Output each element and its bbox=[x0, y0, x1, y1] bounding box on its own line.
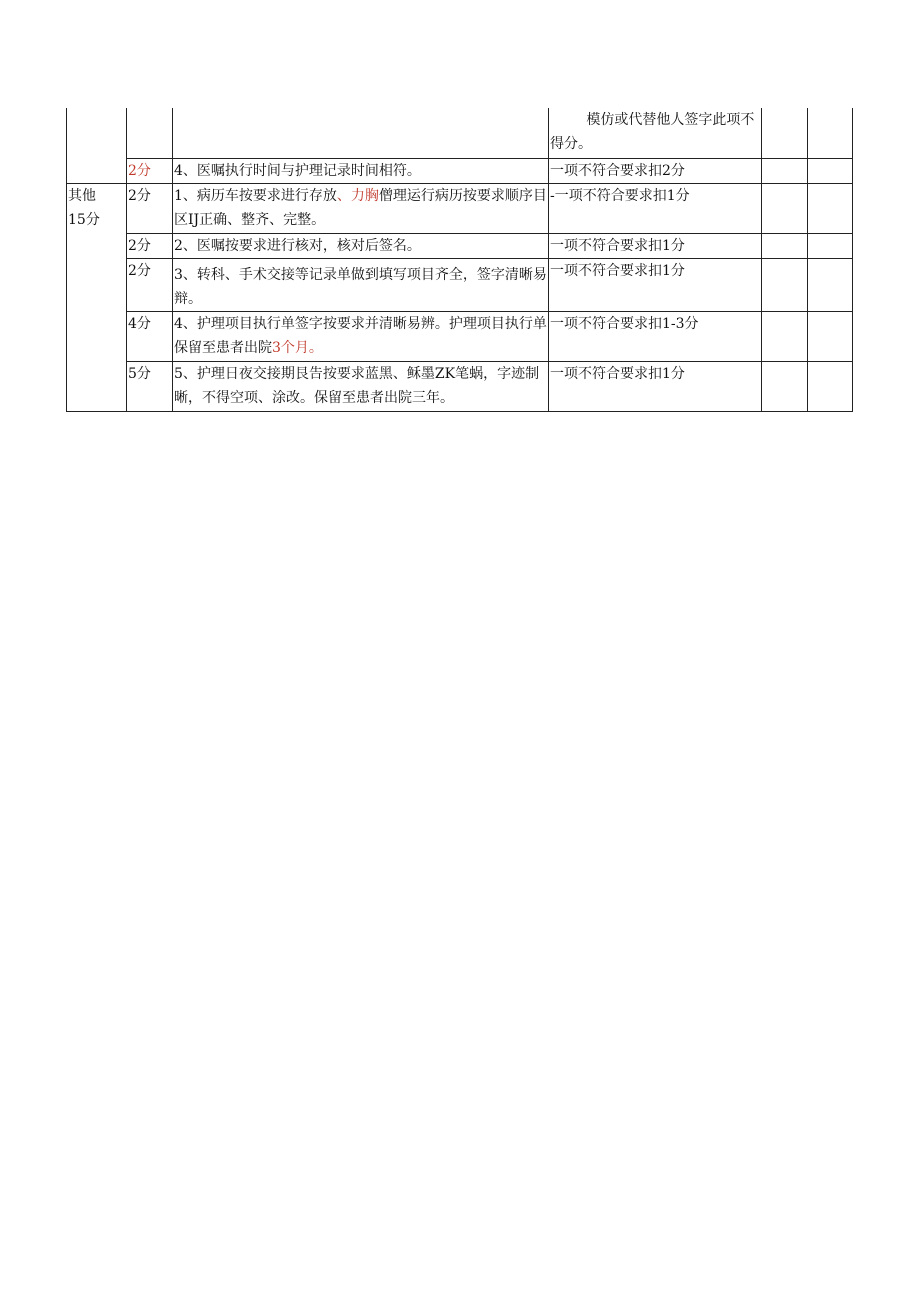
table-row bbox=[67, 233, 853, 258]
score-blank-cell bbox=[762, 233, 808, 258]
penalty-cell: 一项不符合要求扣1分 bbox=[549, 361, 762, 411]
standard-cell bbox=[173, 108, 549, 158]
score-cell: 2分 bbox=[127, 233, 173, 258]
category-name: 其他 bbox=[68, 187, 96, 204]
table-row bbox=[67, 158, 853, 183]
remark-blank-cell bbox=[808, 158, 853, 183]
score-cell: 5分 bbox=[127, 361, 173, 411]
table-row bbox=[67, 258, 853, 311]
standard-cell bbox=[173, 183, 549, 233]
remark-blank-cell bbox=[808, 258, 853, 311]
remark-blank-cell bbox=[808, 361, 853, 411]
standard-text-cont: 僧理运行病历按要求顺序目区IJ正确、整齐、完整。 bbox=[174, 187, 547, 228]
score-blank-cell bbox=[762, 108, 808, 158]
standard-red-text: 、力胸 bbox=[336, 187, 379, 204]
category-cell-prev bbox=[67, 108, 127, 183]
score-cell bbox=[127, 108, 173, 158]
score-cell: 2分 bbox=[127, 183, 173, 233]
penalty-cell: 一项不符合要求扣1分 bbox=[549, 233, 762, 258]
standard-cell: 2、医嘱按要求进行核对，核对后签名。 bbox=[173, 233, 549, 258]
table-row bbox=[67, 183, 853, 233]
standard-text: 4、护理项目执行单签字按要求并清晰易辨。护理项目执行单保留至患者出院 bbox=[174, 315, 547, 356]
standard-cell bbox=[173, 311, 549, 361]
category-cell bbox=[67, 183, 127, 411]
penalty-cell: 模仿或代替他人签字此项不得分。 bbox=[549, 108, 762, 158]
standard-text: 1、病历车按要求进行存放 bbox=[174, 187, 337, 204]
penalty-cell: 一项不符合要求扣1分 bbox=[549, 258, 762, 311]
standard-cell: 4、医嘱执行时间与护理记录时间相符。 bbox=[173, 158, 549, 183]
standard-cell: 5、护理日夜交接期艮告按要求蓝黑、稣墨ZK笔蜗，字迹制晰，不得空项、涂改。保留至患者出院三年。 bbox=[173, 361, 549, 411]
remark-blank-cell bbox=[808, 233, 853, 258]
score-blank-cell bbox=[762, 183, 808, 233]
scoring-table bbox=[66, 108, 853, 412]
penalty-cell: 一项不符合要求扣1-3分 bbox=[549, 311, 762, 361]
standard-red-text: 3个月。 bbox=[272, 339, 323, 356]
standard-cell: 3、转科、手术交接等记录单做到填写项目齐全，签字清晰易辩。 bbox=[173, 258, 549, 311]
remark-blank-cell bbox=[808, 311, 853, 361]
table-row bbox=[67, 108, 853, 158]
score-blank-cell bbox=[762, 158, 808, 183]
score-cell: 4分 bbox=[127, 311, 173, 361]
table-row bbox=[67, 311, 853, 361]
score-blank-cell bbox=[762, 311, 808, 361]
table-row bbox=[67, 361, 853, 411]
score-cell: 2分 bbox=[127, 158, 173, 183]
penalty-cell: -一项不符合要求扣1分 bbox=[549, 183, 762, 233]
category-total: 15分 bbox=[68, 211, 100, 228]
score-blank-cell bbox=[762, 361, 808, 411]
penalty-cell: 一项不符合要求扣2分 bbox=[549, 158, 762, 183]
remark-blank-cell bbox=[808, 183, 853, 233]
score-blank-cell bbox=[762, 258, 808, 311]
score-cell: 2分 bbox=[127, 258, 173, 311]
remark-blank-cell bbox=[808, 108, 853, 158]
